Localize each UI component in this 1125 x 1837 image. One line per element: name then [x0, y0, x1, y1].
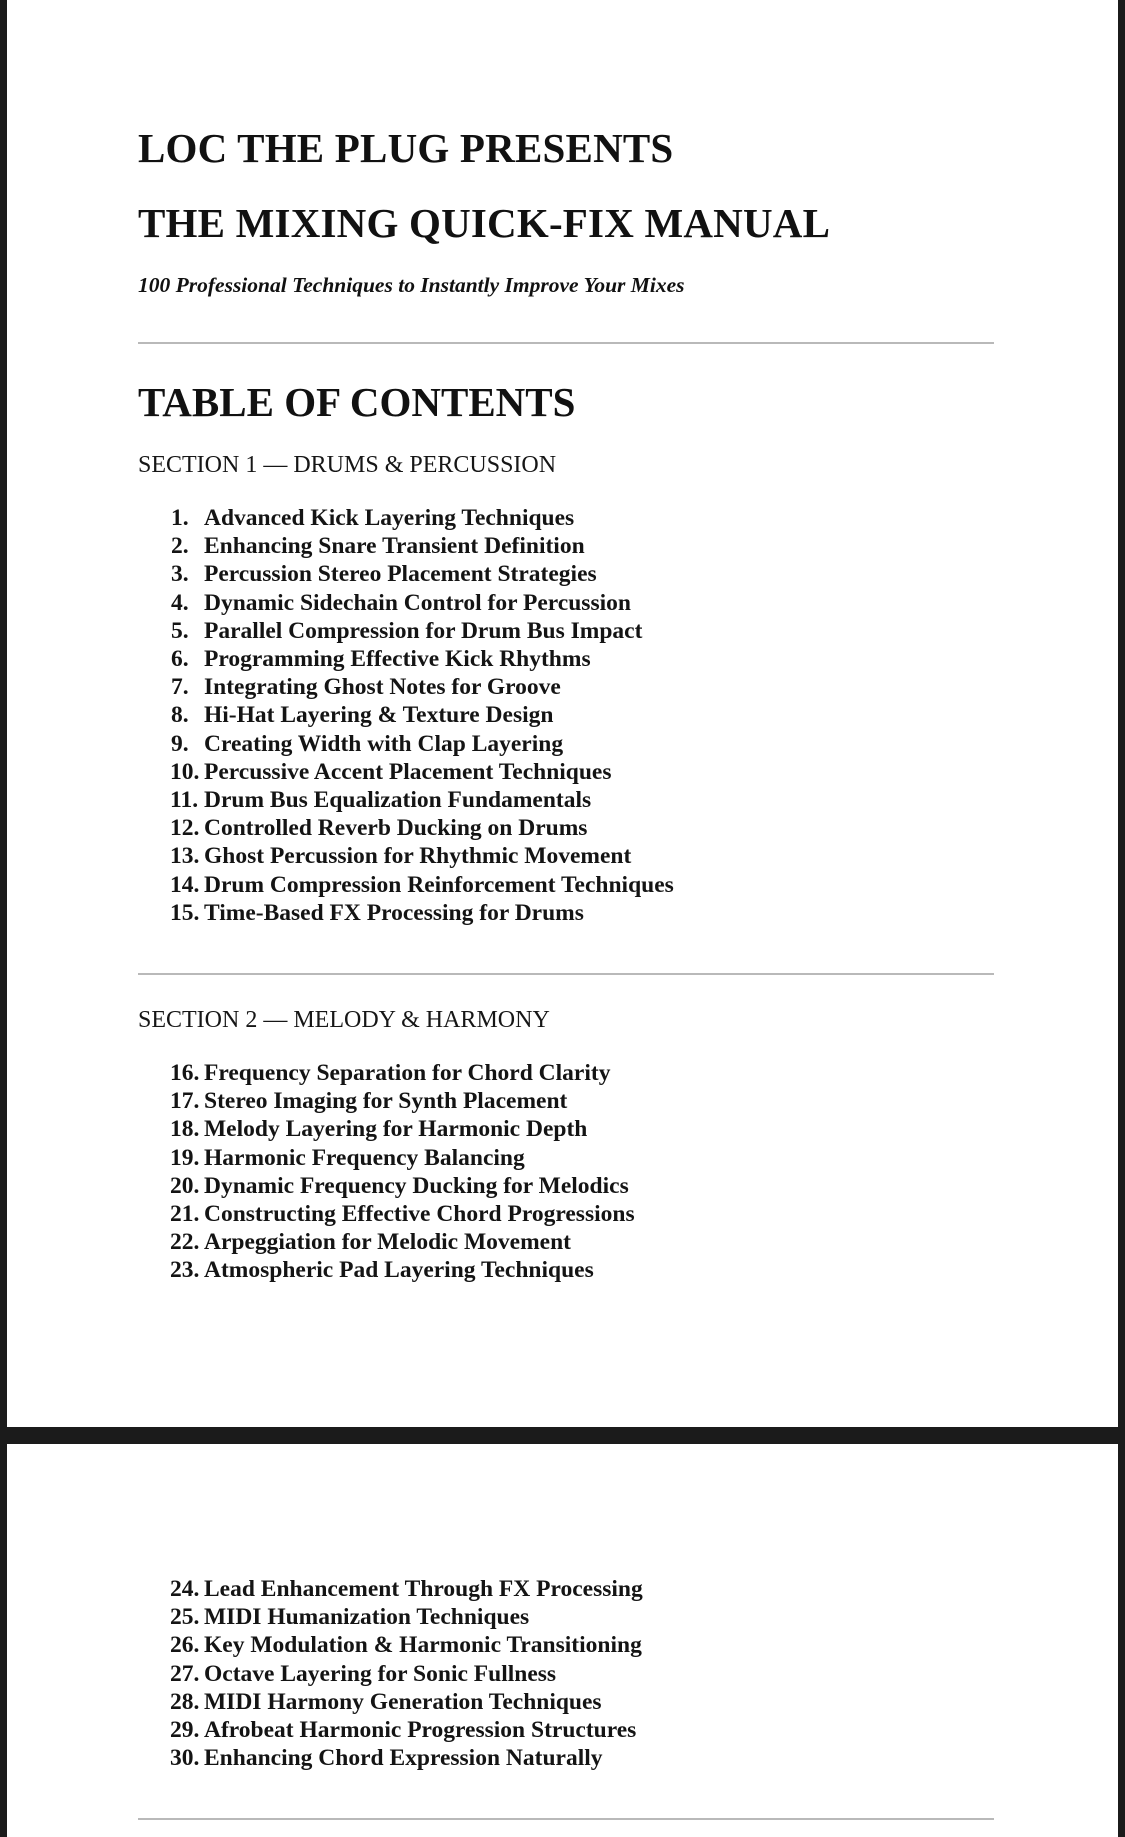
toc-item-number: 12.	[170, 815, 200, 842]
toc-item-label: Enhancing Snare Transient Definition	[204, 533, 585, 560]
toc-item-label: Constructing Effective Chord Progressions	[204, 1201, 635, 1227]
toc-heading: TABLE OF CONTENTS	[138, 379, 576, 425]
toc-item-number: 10.	[170, 758, 200, 785]
toc-item-label: Stereo Imaging for Synth Placement	[204, 1088, 568, 1115]
toc-item-label: Dynamic Frequency Ducking for Melodics	[204, 1172, 629, 1199]
section-2-heading: SECTION 2 — MELODY & HARMONY	[138, 1007, 550, 1033]
toc-item-number: 8.	[171, 702, 189, 729]
toc-item-label: Frequency Separation for Chord Clarity	[204, 1060, 611, 1086]
toc-item-label: Parallel Compression for Drum Bus Impact	[204, 617, 643, 644]
toc-item-number: 18.	[170, 1116, 200, 1143]
toc-item-number: 30.	[170, 1745, 200, 1772]
toc-item-number: 27.	[170, 1660, 200, 1687]
toc-item-label: Enhancing Chord Expression Naturally	[204, 1745, 603, 1772]
toc-item-number: 19.	[170, 1144, 200, 1171]
toc-item-number: 11.	[170, 787, 199, 813]
toc-item-number: 23.	[170, 1257, 200, 1284]
toc-item-label: Drum Bus Equalization Fundamentals	[204, 787, 592, 813]
toc-item-number: 26.	[170, 1632, 200, 1659]
subtitle: 100 Professional Techniques to Instantly Improve Your Mixes	[138, 273, 685, 297]
header-line-1: LOC THE PLUG PRESENTS	[138, 125, 674, 171]
toc-item-number: 16.	[170, 1060, 200, 1086]
toc-item-number: 5.	[171, 617, 189, 644]
toc-item-label: MIDI Humanization Techniques	[204, 1604, 530, 1631]
toc-item-label: Percussive Accent Placement Techniques	[204, 758, 612, 785]
toc-item-label: Melody Layering for Harmonic Depth	[204, 1116, 588, 1143]
toc-item-label: Dynamic Sidechain Control for Percussion	[204, 589, 631, 616]
toc-item-label: Afrobeat Harmonic Progression Structures	[204, 1717, 637, 1743]
toc-item-number: 6.	[171, 646, 189, 672]
toc-item-number: 17.	[170, 1088, 200, 1115]
toc-item-label: Octave Layering for Sonic Fullness	[204, 1660, 557, 1687]
toc-item-number: 25.	[170, 1604, 200, 1631]
toc-item-number: 13.	[170, 843, 200, 870]
toc-item-number: 28.	[170, 1688, 200, 1715]
toc-item-label: Ghost Percussion for Rhythmic Movement	[204, 843, 632, 870]
toc-item-number: 24.	[170, 1576, 200, 1602]
toc-item-label: Key Modulation & Harmonic Transitioning	[204, 1632, 642, 1659]
toc-item-label: Hi-Hat Layering & Texture Design	[204, 702, 554, 729]
document-page-1	[7, 0, 1118, 1427]
toc-item-number: 22.	[170, 1229, 200, 1256]
divider	[138, 1818, 994, 1820]
toc-item-number: 7.	[171, 674, 189, 701]
divider	[138, 342, 994, 344]
toc-item-label: Advanced Kick Layering Techniques	[204, 505, 575, 531]
toc-item-number: 29.	[170, 1717, 200, 1743]
toc-item-number: 4.	[171, 589, 189, 616]
toc-item-label: Integrating Ghost Notes for Groove	[204, 674, 561, 701]
toc-item-number: 2.	[171, 533, 189, 560]
toc-item-number: 3.	[171, 561, 189, 588]
toc-item-label: Arpeggiation for Melodic Movement	[204, 1229, 571, 1256]
toc-item-label: Atmospheric Pad Layering Techniques	[204, 1257, 594, 1284]
toc-item-number: 9.	[171, 730, 189, 757]
toc-item-label: Controlled Reverb Ducking on Drums	[204, 815, 588, 842]
toc-item-label: MIDI Harmony Generation Techniques	[204, 1688, 602, 1715]
toc-item-label: Time-Based FX Processing for Drums	[204, 899, 584, 926]
toc-item-number: 1.	[171, 505, 189, 531]
document-page-2	[7, 1444, 1118, 1837]
toc-item-label: Drum Compression Reinforcement Techniques	[204, 871, 674, 898]
toc-item-number: 21.	[170, 1201, 200, 1227]
toc-item-number: 15.	[170, 899, 200, 926]
divider	[138, 973, 994, 975]
toc-item-label: Percussion Stereo Placement Strategies	[204, 561, 597, 588]
section-1-heading: SECTION 1 — DRUMS & PERCUSSION	[138, 452, 557, 478]
toc-item-label: Lead Enhancement Through FX Processing	[204, 1576, 643, 1602]
toc-item-label: Harmonic Frequency Balancing	[204, 1144, 525, 1171]
toc-item-label: Creating Width with Clap Layering	[204, 730, 564, 757]
toc-item-label: Programming Effective Kick Rhythms	[204, 646, 591, 672]
toc-item-number: 20.	[170, 1172, 200, 1199]
toc-item-number: 14.	[170, 871, 200, 898]
header-line-2: THE MIXING QUICK-FIX MANUAL	[138, 200, 831, 246]
